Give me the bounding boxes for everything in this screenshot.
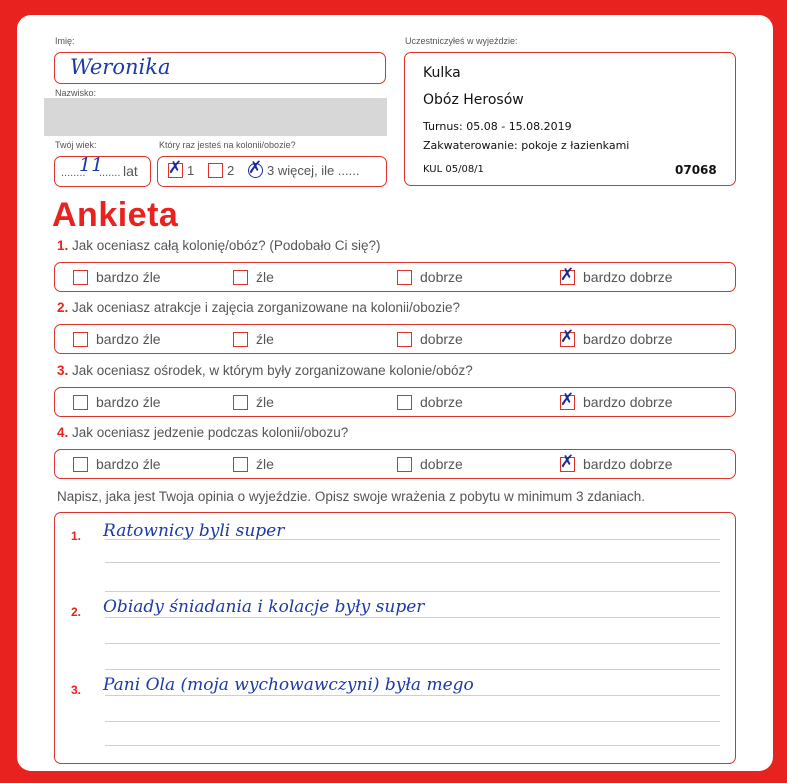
option-4[interactable] — [560, 389, 673, 410]
times-checkbox-1[interactable]: ✗ — [168, 158, 183, 178]
option-1[interactable] — [73, 331, 161, 347]
option-checkbox[interactable] — [560, 264, 575, 285]
check-mark-icon: ✗ — [560, 451, 575, 472]
opinion-prompt: Napisz, jaka jest Twoja opinia o wyjeździe. Opisz swoje wrażenia z pobytu w minimum 3 zdaniach. — [57, 489, 646, 504]
times-option-1-label: 1 — [187, 163, 195, 178]
question-1 — [57, 238, 380, 253]
option-1[interactable] — [73, 456, 161, 472]
survey-sheet — [17, 15, 773, 771]
option-label: bardzo źle — [96, 394, 161, 410]
name-value: Weronika — [70, 55, 171, 79]
answer-text-2: Obiady śniadania i kolacje były super — [103, 597, 425, 617]
question-text: Jak oceniasz atrakcje i zajęcia zorganizowane na kolonii/obozie? — [72, 300, 461, 315]
question-text: Jak oceniasz jedzenie podczas kolonii/obozu? — [72, 425, 349, 440]
option-1[interactable] — [73, 269, 161, 285]
option-3[interactable] — [397, 331, 463, 347]
option-label: bardzo dobrze — [583, 394, 673, 410]
option-checkbox[interactable] — [233, 457, 248, 472]
option-2[interactable] — [233, 456, 274, 472]
option-1[interactable] — [73, 394, 161, 410]
answer-number-1: 1. — [71, 529, 82, 543]
option-label: bardzo dobrze — [583, 269, 673, 285]
option-4[interactable] — [560, 264, 673, 285]
participant-label: Uczestniczyłeś w wyjeździe: — [405, 36, 518, 46]
option-2[interactable] — [233, 394, 274, 410]
question-2 — [57, 300, 460, 315]
question-3 — [57, 363, 473, 378]
age-label: Twój wiek: — [55, 140, 97, 150]
option-checkbox[interactable] — [73, 270, 88, 285]
name-label: Imię: — [55, 36, 75, 46]
participant-code: KUL 05/08/1 — [423, 164, 484, 175]
option-checkbox[interactable] — [397, 395, 412, 410]
participant-number: 07068 — [675, 163, 717, 177]
option-checkbox[interactable] — [233, 270, 248, 285]
option-checkbox[interactable] — [397, 457, 412, 472]
option-label: bardzo źle — [96, 269, 161, 285]
age-field[interactable] — [54, 156, 151, 187]
option-label: bardzo dobrze — [583, 331, 673, 347]
participant-box — [404, 52, 736, 186]
option-4[interactable] — [560, 326, 673, 347]
check-mark-icon: ✗ — [560, 264, 575, 285]
times-option-1[interactable] — [168, 158, 195, 178]
option-4[interactable] — [560, 451, 673, 472]
option-label: dobrze — [420, 394, 463, 410]
turnus-value: 05.08 - 15.08.2019 — [466, 120, 572, 133]
question-4 — [57, 425, 348, 440]
answer-row-2 — [54, 324, 736, 354]
option-checkbox[interactable] — [397, 332, 412, 347]
option-checkbox[interactable] — [560, 389, 575, 410]
accommodation-label: Zakwaterowanie: — [423, 139, 518, 152]
option-label: bardzo źle — [96, 331, 161, 347]
answer-number-2: 2. — [71, 605, 82, 619]
answer-text-1: Ratownicy byli super — [103, 521, 285, 541]
option-label: źle — [256, 269, 274, 285]
accommodation-value: pokoje z łazienkami — [521, 139, 630, 152]
option-label: dobrze — [420, 331, 463, 347]
name-field[interactable] — [54, 52, 386, 84]
age-value: 11 — [79, 154, 104, 176]
survey-title: Ankieta — [52, 196, 179, 234]
participant-line2: Obóz Herosów — [423, 92, 524, 108]
age-unit: lat — [123, 163, 138, 179]
option-label: źle — [256, 394, 274, 410]
option-2[interactable] — [233, 269, 274, 285]
option-3[interactable] — [397, 269, 463, 285]
times-option-2[interactable] — [208, 163, 234, 178]
times-option-2-label: 2 — [227, 163, 235, 178]
times-option-3-label: 3 więcej, ile ...... — [267, 163, 360, 178]
times-option-3[interactable] — [248, 158, 360, 178]
option-label: bardzo źle — [96, 456, 161, 472]
option-checkbox[interactable] — [560, 326, 575, 347]
answer-row-1 — [54, 262, 736, 292]
age-dots-after: ....... — [99, 167, 121, 179]
question-number: 2. — [57, 300, 69, 315]
check-mark-icon: ✗ — [560, 389, 575, 410]
option-checkbox[interactable] — [560, 451, 575, 472]
option-checkbox[interactable] — [73, 457, 88, 472]
age-dots-before: ........ — [61, 167, 86, 179]
times-checkbox-2[interactable] — [208, 163, 223, 178]
surname-label: Nazwisko: — [55, 88, 97, 98]
option-label: dobrze — [420, 456, 463, 472]
option-checkbox[interactable] — [73, 332, 88, 347]
answer-row-4 — [54, 449, 736, 479]
turnus-label: Turnus: — [423, 120, 463, 133]
answer-row-3 — [54, 387, 736, 417]
option-2[interactable] — [233, 331, 274, 347]
which-time-field[interactable] — [157, 156, 387, 187]
option-checkbox[interactable] — [73, 395, 88, 410]
option-label: dobrze — [420, 269, 463, 285]
option-checkbox[interactable] — [233, 395, 248, 410]
question-number: 3. — [57, 363, 69, 378]
question-text: Jak oceniasz ośrodek, w którym były zorganizowane kolonie/obóz? — [72, 363, 473, 378]
answer-number-3: 3. — [71, 683, 82, 697]
option-3[interactable] — [397, 394, 463, 410]
option-label: źle — [256, 331, 274, 347]
surname-redaction — [44, 98, 387, 136]
question-text: Jak oceniasz całą kolonię/obóz? (Podobało Ci się?) — [72, 238, 381, 253]
option-checkbox[interactable] — [233, 332, 248, 347]
answer-text-3: Pani Ola (moja wychowawczyni) była mego — [103, 675, 474, 695]
option-checkbox[interactable] — [397, 270, 412, 285]
question-number: 1. — [57, 238, 69, 253]
participant-line1: Kulka — [423, 65, 461, 81]
option-label: źle — [256, 456, 274, 472]
which-time-label: Który raz jesteś na kolonii/obozie? — [159, 140, 296, 150]
option-label: bardzo dobrze — [583, 456, 673, 472]
check-mark-icon: ✗ — [560, 326, 575, 347]
question-number: 4. — [57, 425, 69, 440]
opinion-box[interactable] — [54, 512, 736, 764]
option-3[interactable] — [397, 456, 463, 472]
times-checkbox-3[interactable]: ✗ — [248, 158, 263, 178]
